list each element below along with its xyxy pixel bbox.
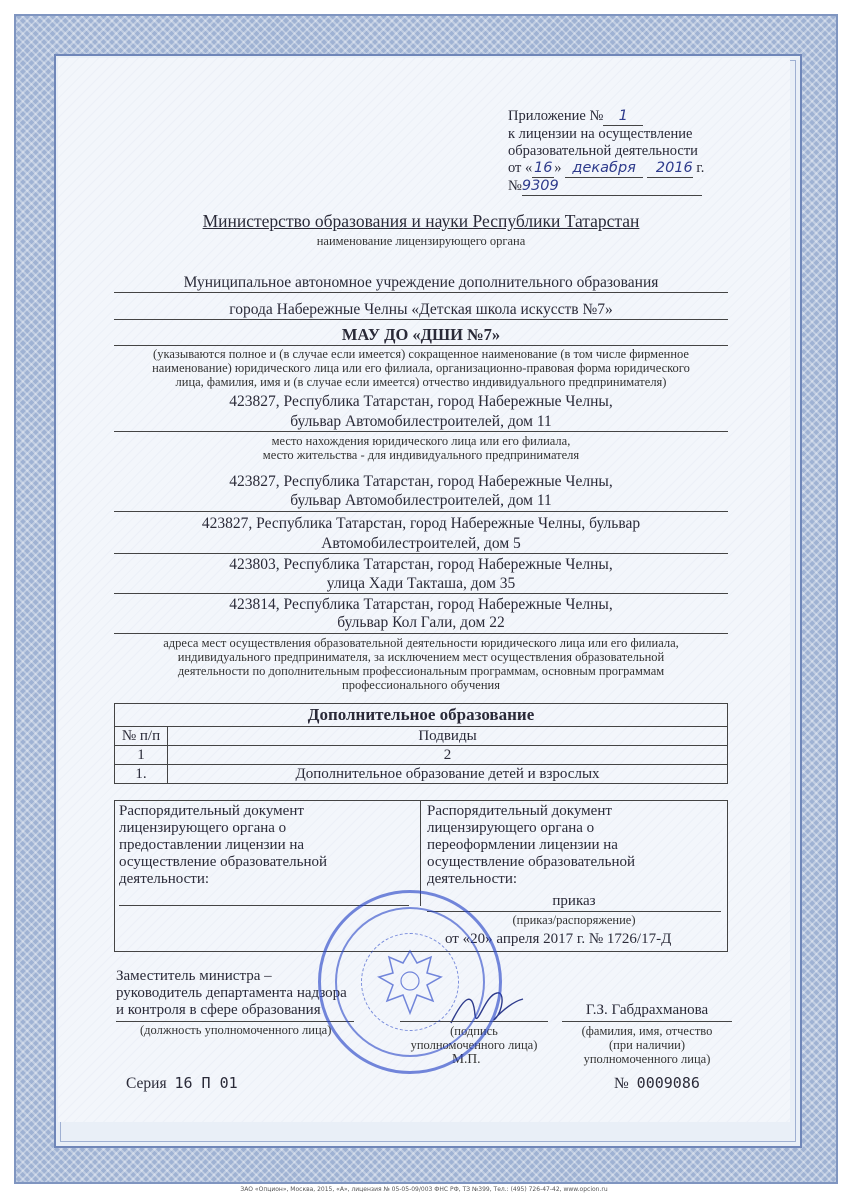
appendix-number: 1 [603,108,643,126]
signatory-position [116,968,347,1019]
appendix-license-number: 9309 [522,178,702,196]
column-number-2: 2 [168,746,728,765]
order-type: приказ [552,893,596,909]
address-line: 423803, Республика Татарстан, город Набережные Челны, [229,556,613,573]
appendix-year: 2016 [647,160,693,178]
doc-right-line: Распорядительный документ [427,803,612,819]
position-caption: (должность уполномоченного лица) [140,1023,332,1037]
documents-right [427,803,635,888]
name-caption-1: (фамилия, имя, отчество [581,1024,713,1038]
appendix-year-suffix: г. [696,160,705,176]
position-line: Заместитель министра – [116,968,272,984]
series-label: Серия [126,1075,167,1092]
appendix-label: Приложение № [508,108,604,124]
number-value: 0009086 [636,1074,700,1092]
org-caption-2: наименование) юридического лица или его филиала, организационно-правовая форма юридического [152,361,690,375]
education-table [114,703,728,784]
doc-left-line: осуществление образовательной [119,854,327,870]
mp-label: М.П. [452,1051,481,1066]
number-label: № [614,1075,629,1092]
name-caption-2: (при наличии) [608,1038,686,1052]
addresses-caption-3: деятельности по дополнительным профессиональным программам, основным программам [177,664,665,678]
doc-right-line: лицензирующего органа о [427,820,595,836]
org-caption-3: лица, фамилия, имя и (в случае если имеется) отчество индивидуального предпринимателя) [175,375,667,389]
position-line: и контроля в сфере образования [116,1002,321,1018]
column-number-1: 1 [115,746,168,765]
signatory-name: Г.З. Габдрахманова [585,1002,709,1018]
order-caption: (приказ/распоряжение) [512,913,636,927]
header-number: № п/п [115,727,168,746]
org-name-line2: города Набережные Челны «Детская школа искусств №7» [229,301,613,318]
appendix-no: № [508,178,522,194]
addresses-caption-2: индивидуального предпринимателя, за исключением мест осуществления образовательной [177,650,665,664]
doc-left-line: деятельности: [119,871,210,887]
official-seal-icon [318,890,502,1074]
printer-info: ЗАО «Опцион», Москва, 2015, «А», лицензия № 05-05-09/003 ФНС РФ, ТЗ №399, Тел.: (495) 726-47-42, www.opcion.ru [240,1186,608,1193]
doc-right-line: переоформлении лицензии на [427,837,618,853]
doc-right-line: осуществление образовательной [427,854,635,870]
location-caption-2: место жительства - для индивидуального предпринимателя [262,448,580,462]
doc-left-line: Распорядительный документ [119,803,304,819]
location-line1: 423827, Республика Татарстан, город Набережные Челны, [229,393,613,410]
ministry-caption: наименование лицензирующего органа [316,234,526,248]
name-caption-3: уполномоченного лица) [583,1052,711,1066]
address-line: 423814, Республика Татарстан, город Набережные Челны, [229,596,613,613]
addresses-caption-4: профессионального обучения [342,678,500,692]
doc-left-line: лицензирующего органа о [119,820,287,836]
doc-right-line: деятельности: [427,871,518,887]
table-row [115,727,728,746]
signature-caption-1: (подпись [450,1024,498,1038]
position-line: руководитель департамента надзора [116,985,347,1001]
appendix-month: декабря [565,160,643,178]
address-line: бульвар Автомобилестроителей, дом 11 [290,492,552,509]
appendix-block [508,108,738,196]
series-value: 16 П 01 [174,1074,238,1092]
appendix-day-close: » [554,160,562,176]
signature-caption-2: уполномоченного лица) [410,1038,538,1052]
location-line2: бульвар Автомобилестроителей, дом 11 [290,413,552,430]
location-caption-1: место нахождения юридического лица или его филиала, [271,434,571,448]
documents-left [119,803,327,888]
address-line: 423827, Республика Татарстан, город Набережные Челны, [229,473,613,490]
education-table-title: Дополнительное образование [115,704,728,727]
row-index: 1. [115,765,168,784]
appendix-to-license-2: образовательной деятельности [508,143,698,159]
org-caption-1: (указываются полное и (в случае если имеется) сокращенное наименование (в том числе фирменное [153,347,689,361]
address-line: Автомобилестроителей, дом 5 [321,535,521,552]
ministry-name: Министерство образования и науки Республики Татарстан [202,211,640,231]
address-line: улица Хади Такташа, дом 35 [326,575,516,592]
appendix-day: 16 [534,160,553,176]
org-name-line1: Муниципальное автономное учреждение дополнительного образования [183,274,659,291]
table-row [115,765,728,784]
address-line: бульвар Кол Гали, дом 22 [337,614,505,631]
blank-number-block [614,1074,700,1093]
series-block [126,1074,238,1093]
table-row [115,746,728,765]
order-line: от «20» апреля 2017 г. № 1726/17-Д [445,931,672,947]
addresses-caption-1: адреса мест осуществления образовательной деятельности юридического лица или его филиала, [163,636,679,650]
address-line: 423827, Республика Татарстан, город Набережные Челны, бульвар [201,515,641,532]
row-subtype: Дополнительное образование детей и взрослых [168,765,728,784]
appendix-from: от « [508,160,533,176]
appendix-to-license-1: к лицензии на осуществление [508,126,693,142]
doc-left-line: предоставлении лицензии на [119,837,305,853]
header-subtypes: Подвиды [168,727,728,746]
org-short-name: МАУ ДО «ДШИ №7» [341,325,501,344]
